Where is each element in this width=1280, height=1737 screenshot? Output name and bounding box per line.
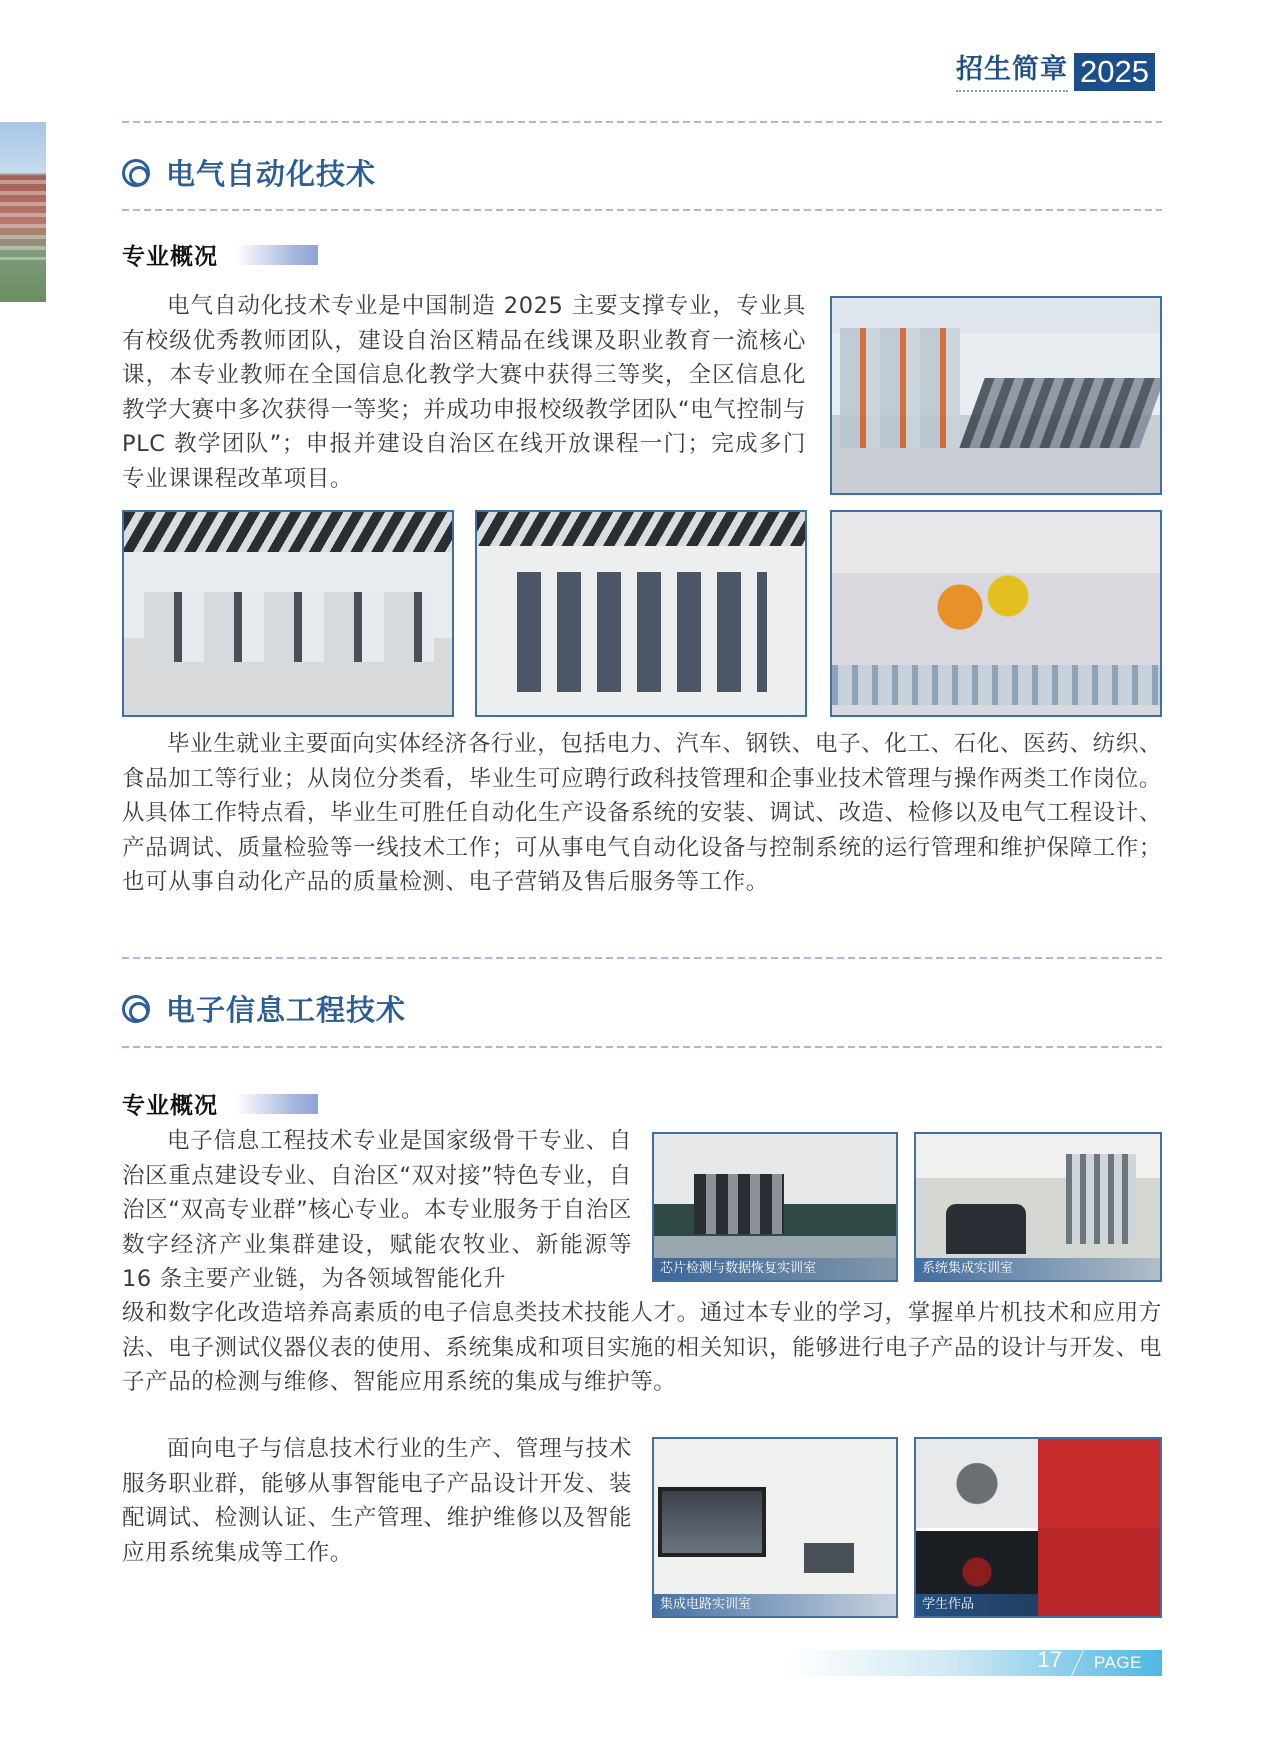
subheading-gradient-bar	[236, 245, 318, 265]
photo-grid-divider	[916, 1528, 1160, 1531]
photo-robot-simulation	[830, 510, 1162, 717]
photo-caption: 芯片检测与数据恢复实训室	[654, 1258, 896, 1280]
brochure-title: 招生简章	[956, 53, 1068, 92]
subheading-overview	[122, 1087, 318, 1120]
subheading-overview	[122, 238, 318, 271]
photo-electrical-lab	[122, 510, 454, 717]
subheading-text: 专业概况	[122, 1093, 218, 1119]
electronic-career	[122, 1432, 632, 1570]
divider	[122, 957, 1162, 959]
subheading-gradient-bar	[236, 1094, 318, 1114]
photo-caption: 学生作品	[916, 1594, 1160, 1616]
footer-slash	[1071, 1650, 1084, 1676]
divider	[122, 121, 1162, 123]
divider	[122, 209, 1162, 211]
photo-system-integration-lab	[914, 1132, 1162, 1282]
section-title-text: 电气自动化技术	[166, 157, 377, 191]
photo-chip-testing-lab	[652, 1132, 898, 1282]
double-circle-icon	[122, 159, 150, 187]
electrical-career	[122, 727, 1162, 900]
electronic-career-text: 面向电子与信息技术行业的生产、管理与技术服务职业群，能够从事智能电子产品设计开发、装配调试、检测认证、生产管理、维护维修以及智能应用系统集成等工作。	[122, 1436, 632, 1566]
photo-grid-divider	[1038, 1439, 1041, 1616]
page-footer	[784, 1647, 1162, 1676]
electronic-intro-part2	[122, 1296, 1162, 1400]
electronic-intro-part1	[122, 1124, 632, 1297]
photo-vr-training	[475, 510, 807, 717]
section-title-electronic	[122, 988, 406, 1029]
double-circle-icon	[122, 995, 150, 1023]
section-title-electrical	[122, 152, 376, 193]
electronic-intro-text-1: 电子信息工程技术专业是国家级骨干专业、自治区重点建设专业、自治区“双对接”特色专业，自治区“双高专业群”核心专业。本专业服务于自治区数字经济产业集群建设，赋能农牧业、新能源等 16 条主要产业链，为各领域智能化升	[122, 1128, 632, 1292]
page-label: PAGE	[1094, 1653, 1142, 1672]
campus-photo-edge	[0, 122, 46, 302]
subheading-text: 专业概况	[122, 244, 218, 270]
photo-caption: 系统集成实训室	[916, 1258, 1160, 1280]
electronic-intro-text-2: 级和数字化改造培养高素质的电子信息类技术技能人才。通过本专业的学习，掌握单片机技术和应用方法、电子测试仪器仪表的使用、系统集成和项目实施的相关知识，能够进行电子产品的设计与开发、电子产品的检测与维修、智能应用系统的集成与维护等。	[122, 1300, 1162, 1395]
photo-plc-training-lab	[830, 296, 1162, 495]
electrical-intro	[122, 289, 806, 496]
section-title-text: 电子信息工程技术	[166, 993, 407, 1027]
photo-student-works	[914, 1437, 1162, 1618]
photo-caption: 集成电路实训室	[654, 1594, 896, 1616]
brochure-year: 2025	[1074, 53, 1155, 91]
page-number: 17	[1037, 1647, 1062, 1672]
electrical-career-text: 毕业生就业主要面向实体经济各行业，包括电力、汽车、钢铁、电子、化工、石化、医药、纺织、食品加工等行业；从岗位分类看，毕业生可应聘行政科技管理和企事业技术管理与操作两类工作岗位。从具体工作特点看，毕业生可胜任自动化生产设备系统的安装、调试、改造、检修以及电气工程设计、产品调试、质量检验等一线技术工作；可从事电气自动化设备与控制系统的运行管理和维护保障工作；也可从事自动化产品的质量检测、电子营销及售后服务等工作。	[122, 731, 1162, 895]
brochure-header	[956, 52, 1155, 92]
electrical-intro-text: 电气自动化技术专业是中国制造 2025 主要支撑专业，专业具有校级优秀教师团队，建设自治区精品在线课及职业教育一流核心课，本专业教师在全国信息化教学大赛中获得三等奖，全区信息化教学大赛中多次获得一等奖；并成功申报校级教学团队“电气控制与 PLC 教学团队”；申报并建设自治区在线开放课程一门；完成多门专业课课程改革项目。	[122, 293, 806, 492]
divider	[122, 1046, 1162, 1048]
photo-ic-lab	[652, 1437, 898, 1618]
